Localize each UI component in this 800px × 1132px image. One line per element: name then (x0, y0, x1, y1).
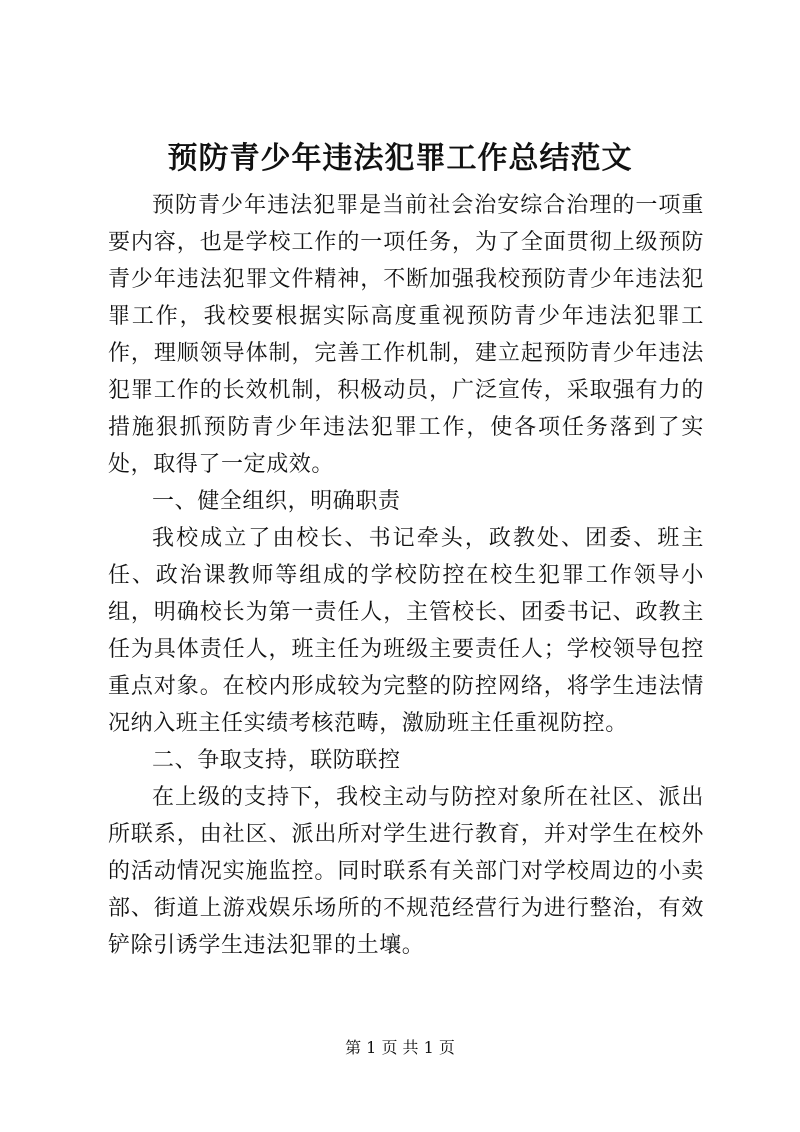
intro-paragraph: 预防青少年违法犯罪是当前社会治安综合治理的一项重要内容，也是学校工作的一项任务，为了全面贯彻上级预防青少年违法犯罪文件精神，不断加强我校预防青少年违法犯罪工作，我校要根据实际高度重视预防青少年违法犯罪工作，理顺领导体制，完善工作机制，建立起预防青少年违法犯罪工作的长效机制，积极动员，广泛宣传，采取强有力的措施狠抓预防青少年违法犯罪工作，使各项任务落到了实处，取得了一定成效。 (108, 193, 704, 477)
document-body (108, 187, 704, 964)
section-heading-1: 一、健全组织，明确职责 (152, 489, 401, 514)
section-heading-2: 二、争取支持，联防联控 (152, 748, 401, 773)
page-title: 预防青少年违法犯罪工作总结范文 (167, 141, 633, 176)
page-footer: 第 1 页 共 1 页 (345, 1038, 455, 1057)
section-1-paragraph: 我校成立了由校长、书记牵头，政教处、团委、班主任、政治课教师等组成的学校防控在校生犯罪工作领导小组，明确校长为第一责任人，主管校长、团委书记、政教主任为具体责任人，班主任为班级主要责任人；学校领导包控重点对象。在校内形成较为完整的防控网络，将学生违法情况纳入班主任实绩考核范畴，激励班主任重视防控。 (108, 526, 704, 736)
section-2-paragraph: 在上级的支持下，我校主动与防控对象所在社区、派出所联系，由社区、派出所对学生进行教育，并对学生在校外的活动情况实施监控。同时联系有关部门对学校周边的小卖部、街道上游戏娱乐场所的不规范经营行为进行整治，有效铲除引诱学生违法犯罪的土壤。 (108, 785, 704, 958)
